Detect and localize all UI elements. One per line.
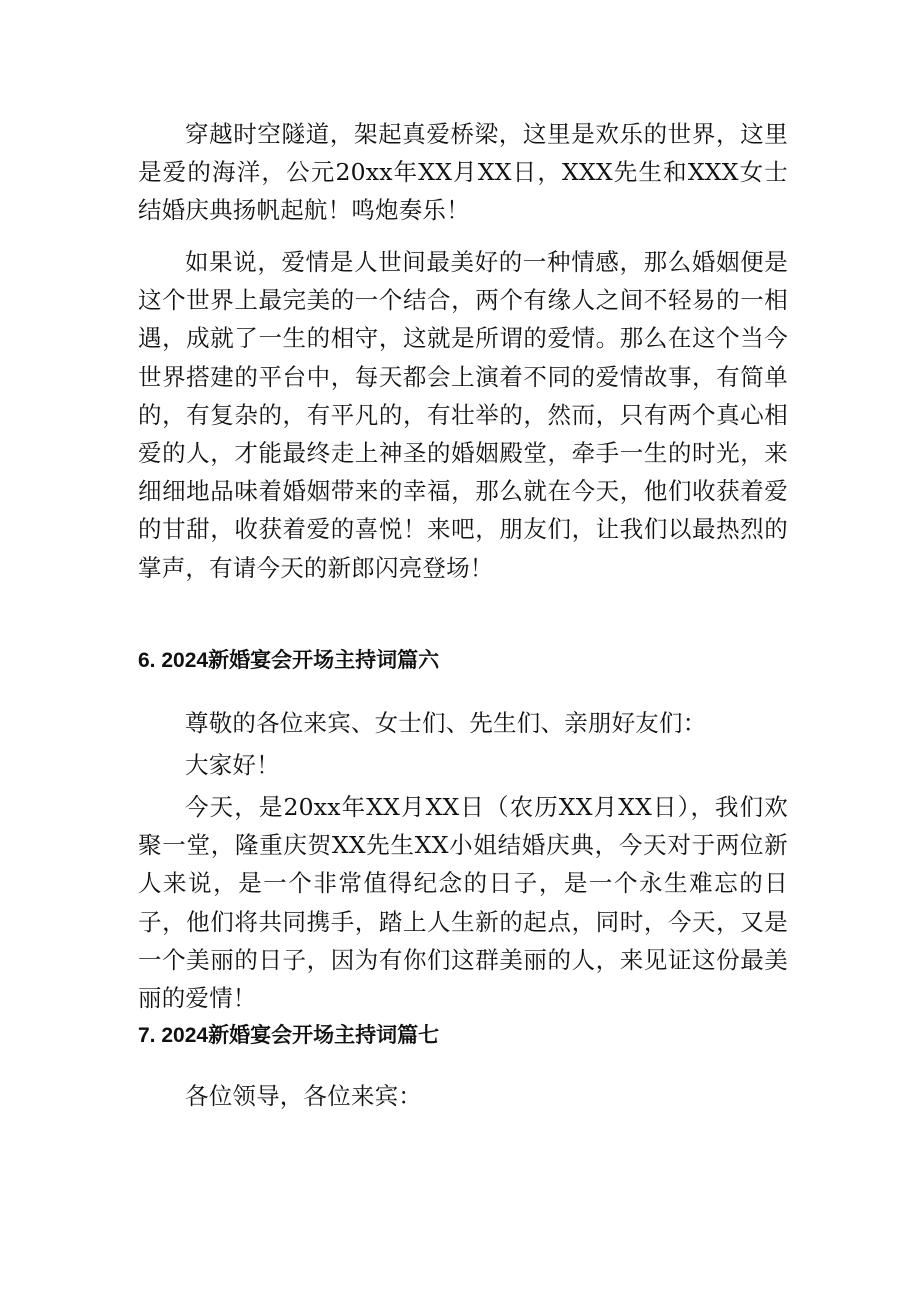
section-6-body: 今天，是20xx年XX月XX日（农历XX月XX日），我们欢聚一堂，隆重庆贺XX先生XX小姐结婚庆典，今天对于两位新人来说，是一个非常值得纪念的日子，是一个永生难忘的日子，他们将共同携手，踏上人生新的起点，同时，今天，又是一个美丽的日子，因为有你们这群美丽的人，来见证这份最美丽的爱情！ bbox=[138, 793, 788, 1013]
section-6-greeting: 大家好！ bbox=[185, 751, 280, 779]
paragraph-love-marriage: 如果说，爱情是人世间最美好的一种情感，那么婚姻便是这个世界上最完美的一个结合，两个有缘人之间不轻易的一相遇，成就了一生的相守，这就是所谓的爱情。那么在这个当今世界搭建的平台中，每天都会上演着不同的爱情故事，有简单的，有复杂的，有平凡的，有壮举的，然而，只有两个真心相爱的人，才能最终走上神圣的婚姻殿堂，牵手一生的时光，来细细地品味着婚姻带来的幸福，那么就在今天，他们收获着爱的甘甜，收获着爱的喜悦！来吧，朋友们，让我们以最热烈的掌声，有请今天的新郎闪亮登场！ bbox=[138, 248, 788, 582]
section-7-heading: 7. 2024新婚宴会开场主持词篇七 bbox=[138, 1024, 440, 1047]
section-6-heading: 6. 2024新婚宴会开场主持词篇六 bbox=[138, 649, 440, 672]
section-7-salutation: 各位领导，各位来宾： bbox=[185, 1082, 422, 1110]
section-6-salutation: 尊敬的各位来宾、女士们、先生们、亲朋好友们： bbox=[185, 709, 707, 737]
paragraph-opening: 穿越时空隧道，架起真爱桥梁，这里是欢乐的世界，这里是爱的海洋，公元20xx年XX月XX日，XXX先生和XXX女士结婚庆典扬帆起航！鸣炮奏乐！ bbox=[138, 120, 788, 225]
